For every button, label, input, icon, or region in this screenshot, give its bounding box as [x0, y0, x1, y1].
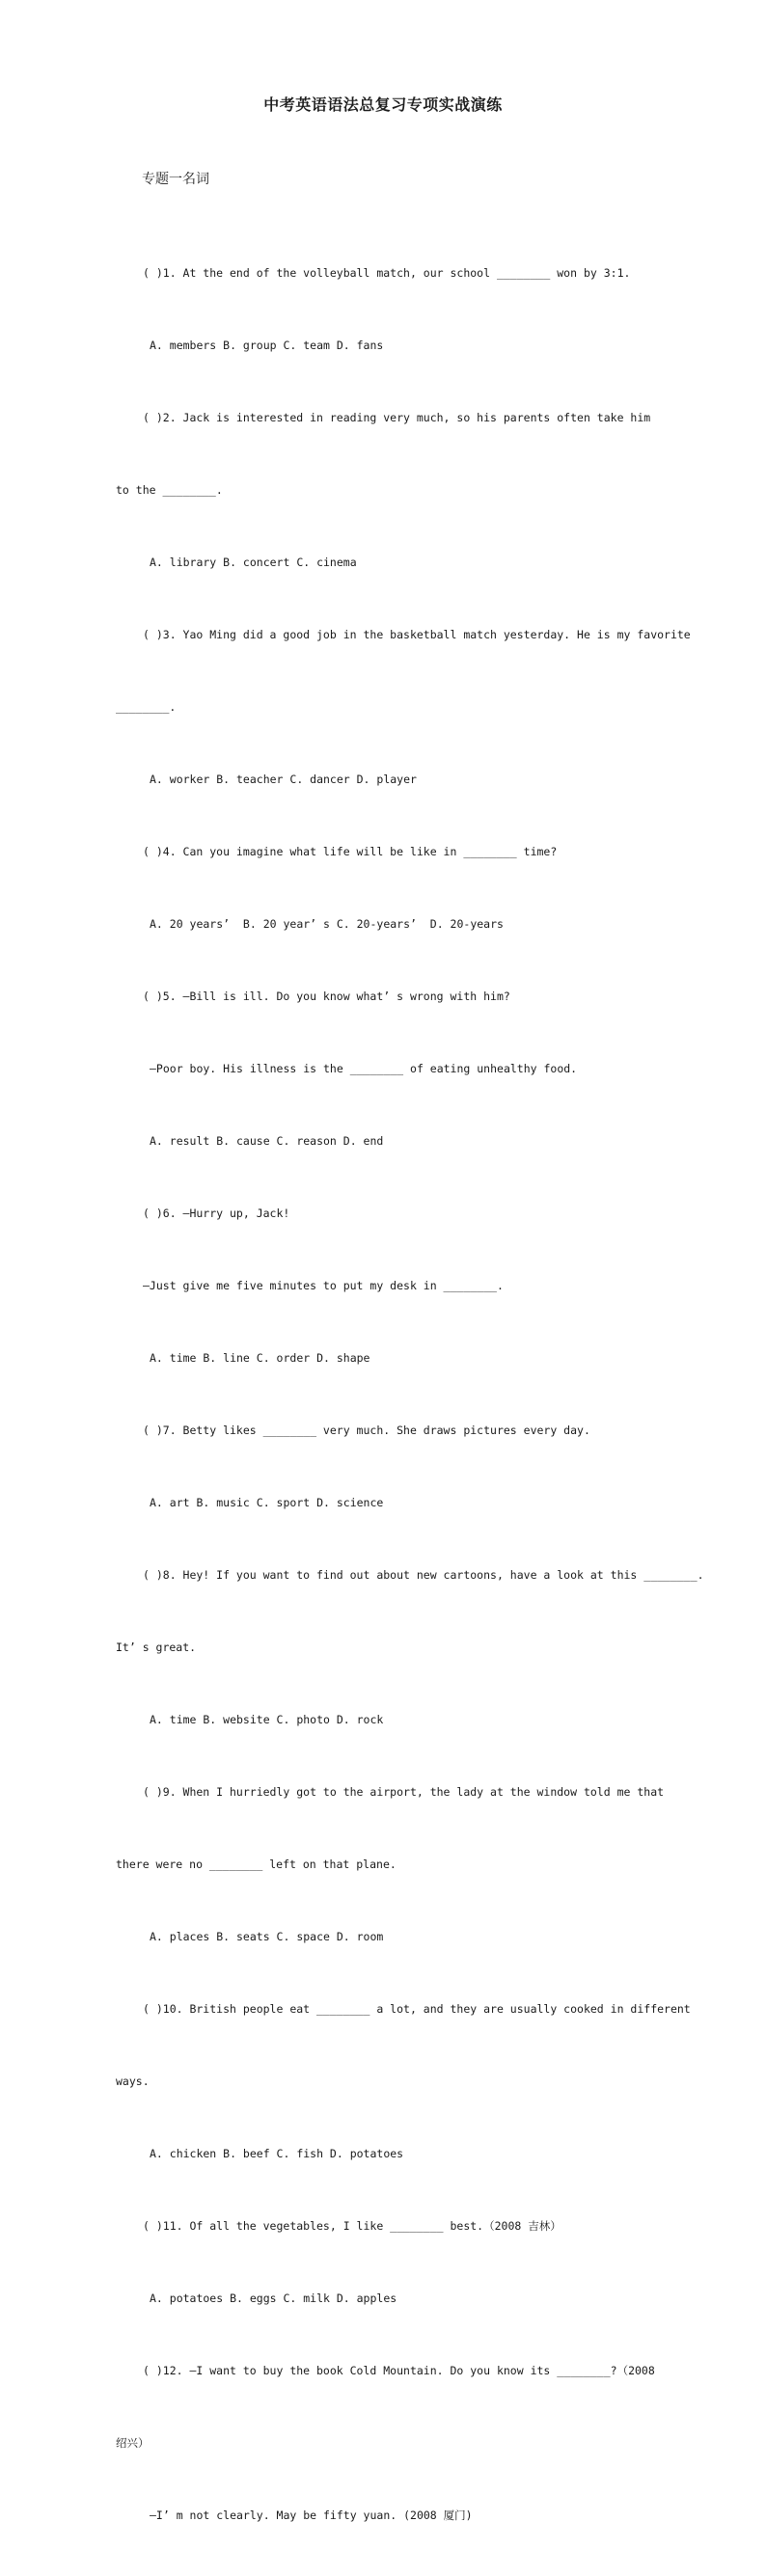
question-list [0, 213, 766, 2576]
question-line: ( )1. At the end of the volleyball match, our school ________ won by 3:1. [143, 266, 631, 280]
question-continuation: there were no ________ left on that plane. [116, 1857, 397, 1871]
section-heading: 专题一名词 [142, 172, 209, 187]
question-line: ( )8. Hey! If you want to find out about new cartoons, have a look at this ________. [143, 1568, 704, 1582]
question-line: ( )10. British people eat ________ a lot, and they are usually cooked in different [143, 2002, 691, 2016]
question-continuation: 绍兴） [116, 2436, 150, 2450]
question-continuation: ways. [116, 2074, 150, 2088]
options-line: A. library B. concert C. cinema [150, 556, 357, 569]
question-line: ( )7. Betty likes ________ very much. She draws pictures every day. [143, 1424, 590, 1437]
options-line: A. time B. website C. photo D. rock [150, 1713, 384, 1726]
question-continuation: to the ________. [116, 483, 223, 497]
options-line: A. potatoes B. eggs C. milk D. apples [150, 2291, 397, 2305]
dialogue-line: —Just give me five minutes to put my desk in ________. [143, 1279, 504, 1292]
document-title: 中考英语语法总复习专项实战演练 [263, 95, 503, 114]
question-line: ( )9. When I hurriedly got to the airport, the lady at the window told me that [143, 1785, 665, 1799]
question-continuation: ________. [116, 700, 177, 714]
options-line: A. chicken B. beef C. fish D. potatoes [150, 2147, 404, 2160]
question-line: ( )4. Can you imagine what life will be like in ________ time? [143, 845, 558, 858]
dialogue-line: —I’ m not clearly. May be fifty yuan. (2008 厦门) [150, 2508, 473, 2522]
options-line: A. art B. music C. sport D. science [150, 1496, 384, 1509]
question-line: ( )12. —I want to buy the book Cold Mountain. Do you know its ________?（2008 [143, 2364, 655, 2377]
question-line: ( )11. Of all the vegetables, I like ________ best.（2008 吉林） [143, 2219, 561, 2233]
options-line: A. result B. cause C. reason D. end [150, 1134, 384, 1148]
question-line: ( )3. Yao Ming did a good job in the basketball match yesterday. He is my favorite [143, 628, 691, 641]
question-continuation: It’ s great. [116, 1641, 197, 1654]
options-line: A. 20 years’ B. 20 year’ s C. 20-years’ D. 20-years [150, 917, 504, 931]
options-line: A. time B. line C. order D. shape [150, 1351, 370, 1365]
dialogue-line: —Poor boy. His illness is the ________ of eating unhealthy food. [150, 1062, 578, 1075]
options-line: A. members B. group C. team D. fans [150, 339, 384, 352]
options-line: A. worker B. teacher C. dancer D. player [150, 773, 417, 786]
question-line: ( )6. —Hurry up, Jack! [143, 1207, 290, 1220]
question-line: ( )2. Jack is interested in reading very much, so his parents often take him [143, 411, 651, 424]
question-line: ( )5. —Bill is ill. Do you know what’ s wrong with him? [143, 990, 510, 1003]
options-line: A. places B. seats C. space D. room [150, 1930, 384, 1943]
